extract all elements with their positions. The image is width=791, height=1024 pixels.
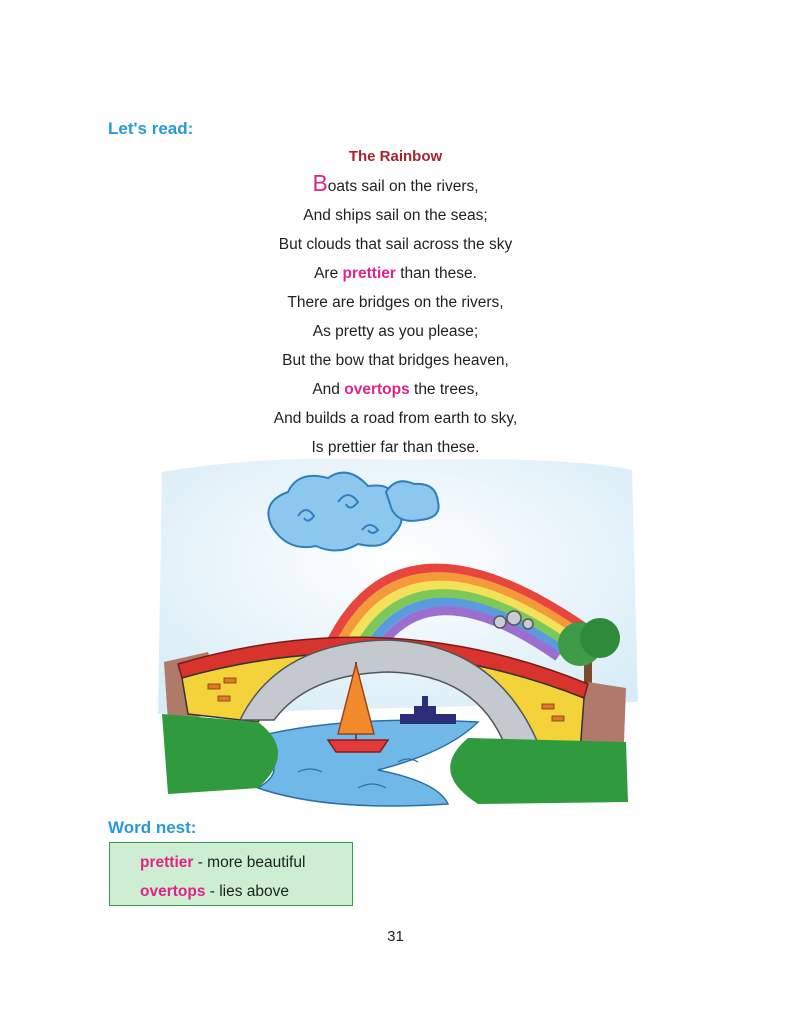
poem-line: There are bridges on the rivers, xyxy=(287,294,504,311)
word-nest-meaning: - more beautiful xyxy=(193,854,306,871)
poem-line-text: the trees, xyxy=(409,381,479,398)
poem-line-text: oats sail on the rivers, xyxy=(327,178,479,195)
word-nest-box xyxy=(109,842,353,906)
word-nest-word: prettier xyxy=(140,854,194,871)
word-nest-meaning: - lies above xyxy=(205,883,290,900)
poem-title: The Rainbow xyxy=(348,148,443,165)
poem-body xyxy=(0,172,791,462)
poem-line xyxy=(0,172,791,201)
poem-line xyxy=(0,375,791,404)
rainbow-bridge-illustration xyxy=(148,452,646,824)
section-heading-lets-read: Let's read: xyxy=(108,119,194,138)
word-nest-entry xyxy=(140,848,352,877)
poem-line-text: than these. xyxy=(395,265,477,282)
word-nest-heading: Word nest: xyxy=(108,818,197,837)
drop-cap: B xyxy=(312,170,328,196)
poem-line-text: And xyxy=(312,381,345,398)
poem-line: And builds a road from earth to sky, xyxy=(273,410,518,427)
word-nest-word: overtops xyxy=(140,883,206,900)
poem-line xyxy=(0,259,791,288)
word-nest-entry xyxy=(140,877,352,906)
page-number: 31 xyxy=(387,928,404,945)
poem-line: Is prettier far than these. xyxy=(311,439,480,456)
highlighted-word: overtops xyxy=(344,381,410,398)
poem-line: As pretty as you please; xyxy=(312,323,479,340)
left-grass xyxy=(162,714,278,794)
poem-line: But the bow that bridges heaven, xyxy=(282,352,509,369)
poem-line-text: Are xyxy=(314,265,343,282)
poem-line: And ships sail on the seas; xyxy=(303,207,488,224)
highlighted-word: prettier xyxy=(342,265,396,282)
poem-line: But clouds that sail across the sky xyxy=(278,236,513,253)
right-grass xyxy=(450,738,628,804)
